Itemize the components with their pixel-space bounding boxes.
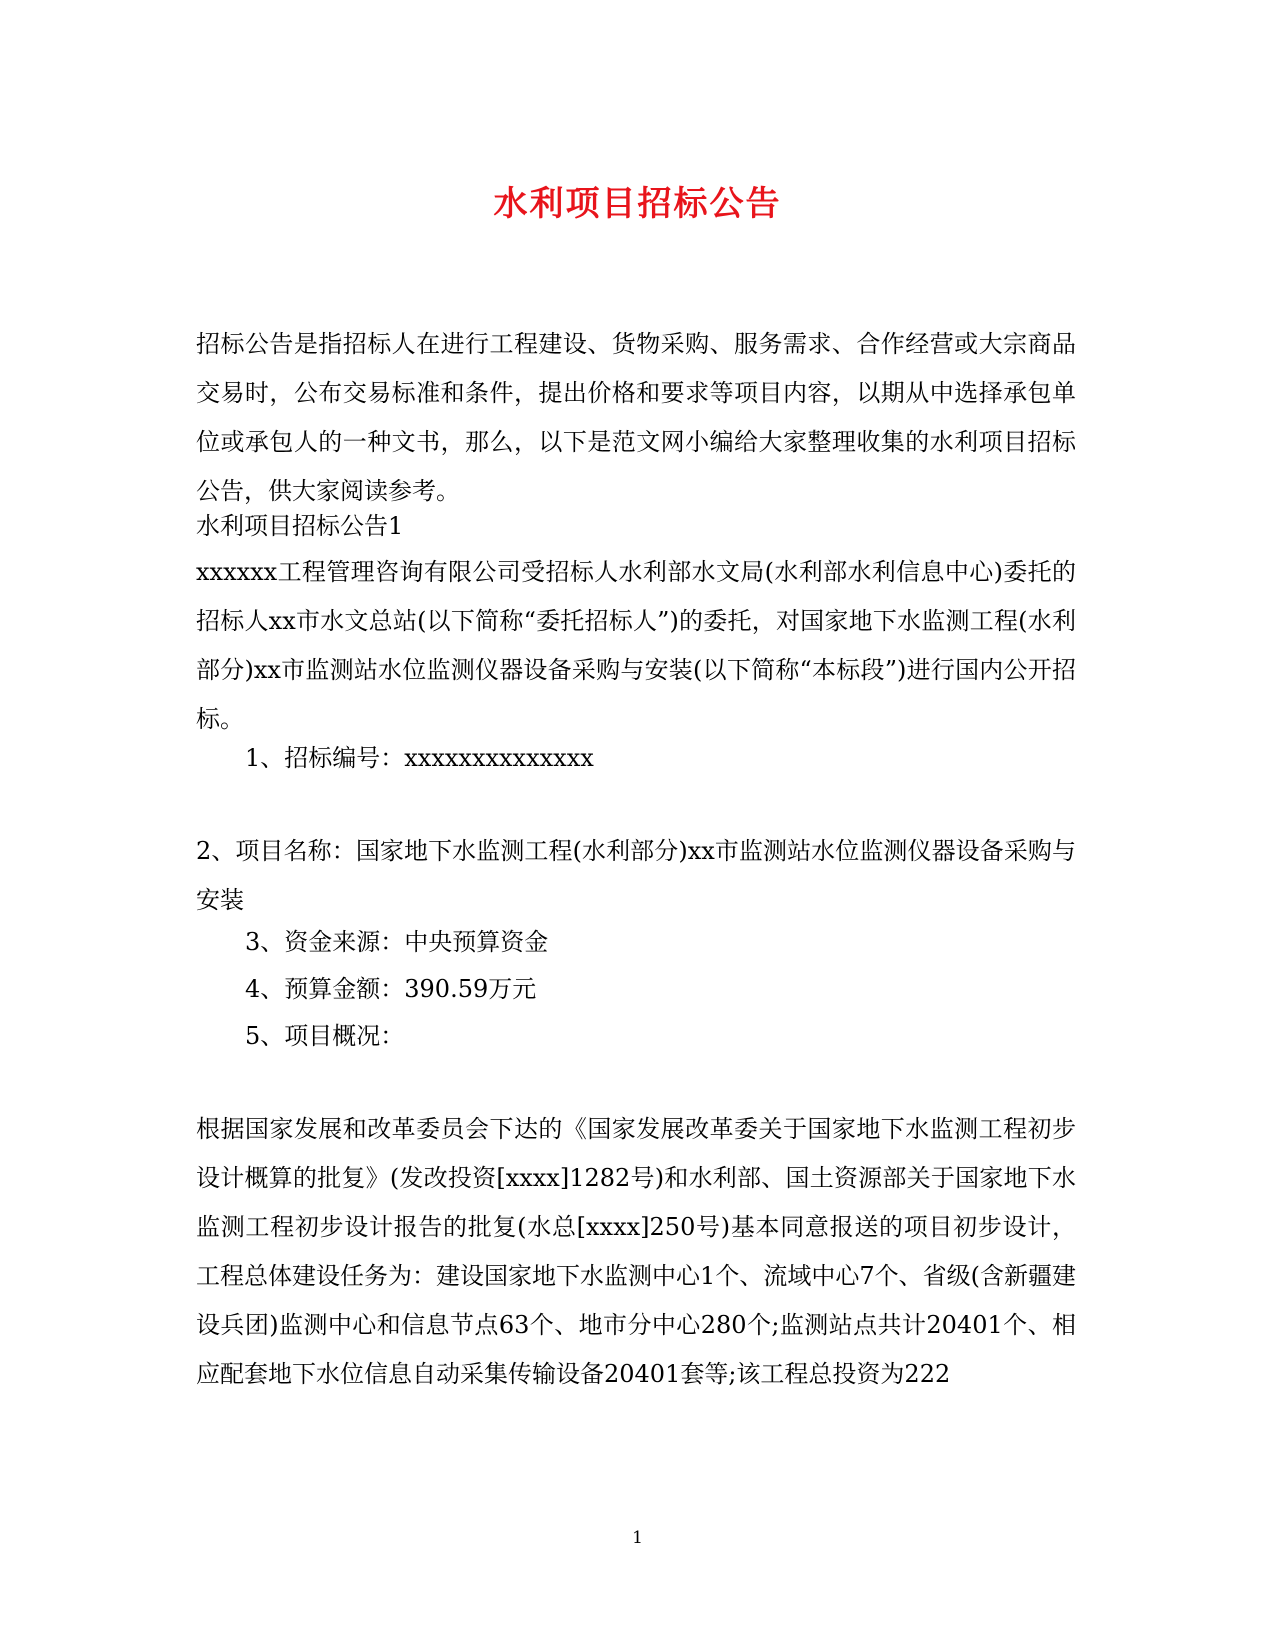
list-item-project-name: 2、项目名称：国家地下水监测工程(水利部分)xx市监测站水位监测仪器设备采购与安装 xyxy=(196,837,1076,914)
intro-paragraph: 招标公告是指招标人在进行工程建设、货物采购、服务需求、合作经营或大宗商品交易时，公布交易标准和条件，提出价格和要求等项目内容，以期从中选择承包单位或承包人的一种文书，那么，以下是范文网小编给大家整理收集的水利项目招标公告，供大家阅读参考。 xyxy=(196,330,1076,505)
list-item-bid-number: 1、招标编号：xxxxxxxxxxxxxx xyxy=(245,744,594,772)
list-item-fund-source: 3、资金来源：中央预算资金 xyxy=(245,928,549,956)
section-heading: 水利项目招标公告1 xyxy=(196,512,404,540)
body-paragraph-1: xxxxxx工程管理咨询有限公司受招标人水利部水文局(水利部水利信息中心)委托的招标人xx市水文总站(以下简称“委托招标人”)的委托，对国家地下水监测工程(水利部分)xx市监测站水位监测仪器设备采购与安装(以下简称“本标段”)进行国内公开招标。 xyxy=(196,558,1076,733)
list-item-budget: 4、预算金额：390.59万元 xyxy=(245,975,537,1003)
page-number: 1 xyxy=(632,1528,643,1548)
list-item-overview: 5、项目概况： xyxy=(245,1022,405,1050)
body-paragraph-2: 根据国家发展和改革委员会下达的《国家发展改革委关于国家地下水监测工程初步设计概算的批复》(发改投资[xxxx]1282号)和水利部、国土资源部关于国家地下水监测工程初步设计报告的批复(水总[xxxx]250号)基本同意报送的项目初步设计，工程总体建设任务为：建设国家地下水监测中心1个、流域中心7个、省级(含新疆建设兵团)监测中心和信息节点63个、地市分中心280个;监测站点共计20401个、相应配套地下水位信息自动采集传输设备20401套等;该工程总投资为222 xyxy=(196,1115,1076,1388)
document-title: 水利项目招标公告 xyxy=(493,184,782,224)
